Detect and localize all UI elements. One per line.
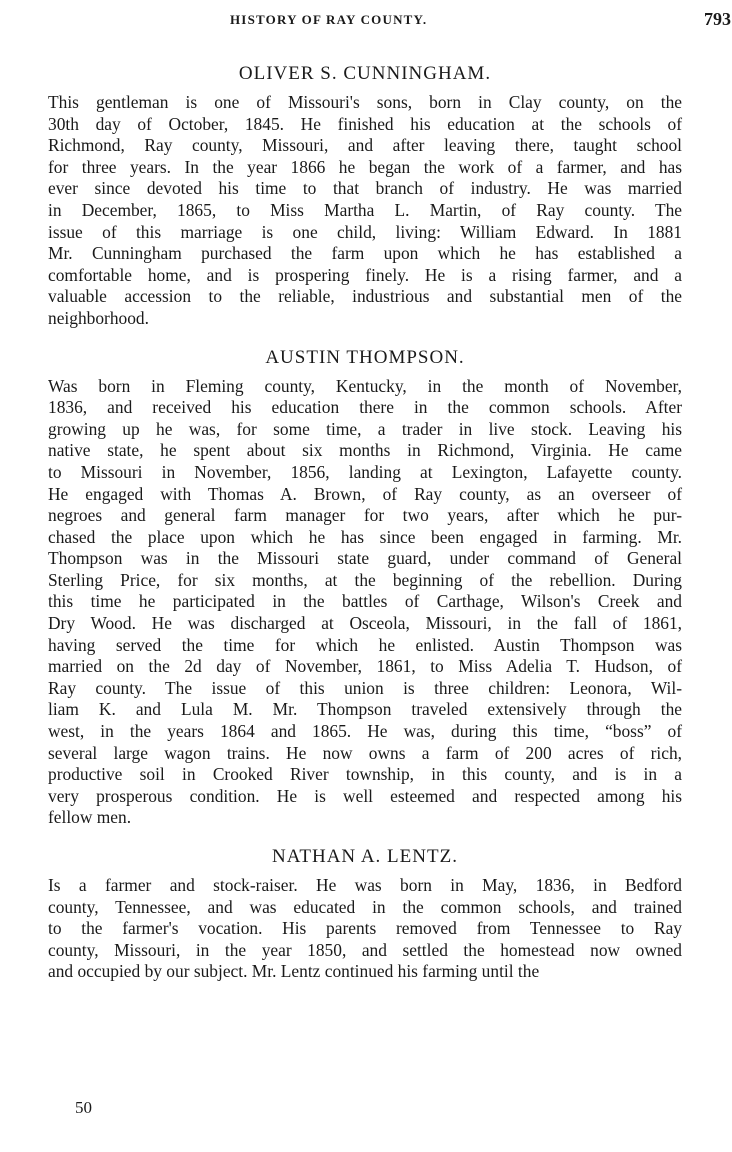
text-line: 1836, and received his education there in the common schools. After: [48, 397, 682, 418]
text-line: neighborhood.: [48, 307, 149, 328]
text-line: This gentleman is one of Missouri's sons, born in Clay county, on the: [48, 92, 682, 112]
text-line: Is a farmer and stock-raiser. He was born in May, 1836, in Bedford: [48, 875, 682, 895]
biography-paragraph: [48, 376, 682, 829]
text-line: chased the place upon which he has since been engaged in farming. Mr.: [48, 526, 682, 547]
text-line: Richmond, Ray county, Missouri, and after leaving there, taught school: [48, 135, 682, 156]
running-head-title: HISTORY OF RAY COUNTY.: [230, 12, 428, 27]
text-line: in December, 1865, to Miss Martha L. Martin, of Ray county. The: [48, 199, 682, 220]
text-line: married on the 2d day of November, 1861, to Miss Adelia T. Hudson, of: [48, 656, 682, 677]
text-line: valuable accession to the reliable, industrious and substantial men of the: [48, 286, 682, 307]
biography-paragraph: [48, 875, 682, 983]
text-line: having served the time for which he enlisted. Austin Thompson was: [48, 634, 682, 655]
text-line: productive soil in Crooked River township, in this county, and is in a: [48, 764, 682, 785]
biography-paragraph: [48, 92, 682, 330]
text-line: this time he participated in the battles of Carthage, Wilson's Creek and: [48, 591, 682, 612]
text-line: native state, he spent about six months in Richmond, Virginia. He came: [48, 440, 682, 461]
page-body: [48, 60, 682, 997]
text-line: Dry Wood. He was discharged at Osceola, Missouri, in the fall of 1861,: [48, 613, 682, 634]
text-line: ever since devoted his time to that branch of industry. He was married: [48, 178, 682, 199]
text-line: very prosperous condition. He is well esteemed and respected among his: [48, 785, 682, 806]
text-line: Thompson was in the Missouri state guard, under command of General: [48, 548, 682, 569]
text-line: several large wagon trains. He now owns a farm of 200 acres of rich,: [48, 742, 682, 763]
text-line: to the farmer's vocation. His parents removed from Tennessee to Ray: [48, 918, 682, 939]
section-heading: OLIVER S. CUNNINGHAM.: [238, 63, 492, 84]
text-line: negroes and general farm manager for two years, after which he pur-: [48, 505, 682, 526]
running-head: [0, 9, 732, 32]
text-line: issue of this marriage is one child, living: William Edward. In 1881: [48, 221, 682, 242]
page-number: 793: [704, 9, 731, 29]
text-line: Sterling Price, for six months, at the beginning of the rebellion. During: [48, 569, 682, 590]
text-line: for three years. In the year 1866 he began the work of a farmer, and has: [48, 156, 682, 177]
text-line: Mr. Cunningham purchased the farm upon which he has established a: [48, 243, 682, 264]
text-line: liam K. and Lula M. Mr. Thompson traveled extensively through the: [48, 699, 682, 720]
signature-mark: 50: [75, 1098, 92, 1117]
text-line: Ray county. The issue of this union is three children: Leonora, Wil-: [48, 677, 682, 698]
text-line: growing up he was, for some time, a trader in live stock. Leaving his: [48, 418, 682, 439]
text-line: to Missouri in November, 1856, landing at Lexington, Lafayette county.: [48, 461, 682, 482]
text-line: and occupied by our subject. Mr. Lentz continued his farming until the: [48, 961, 540, 982]
text-line: fellow men.: [48, 807, 132, 828]
text-line: county, Tennessee, and was educated in the common schools, and trained: [48, 896, 682, 917]
text-line: 30th day of October, 1845. He finished his education at the schools of: [48, 113, 682, 134]
section-heading: AUSTIN THOMPSON.: [265, 346, 465, 368]
text-line: He engaged with Thomas A. Brown, of Ray county, as an overseer of: [48, 483, 682, 504]
section-heading: NATHAN A. LENTZ.: [272, 846, 458, 867]
text-line: Was born in Fleming county, Kentucky, in the month of November,: [48, 375, 682, 396]
text-line: county, Missouri, in the year 1850, and settled the homestead now owned: [48, 939, 682, 960]
text-line: west, in the years 1864 and 1865. He was, during this time, “boss” of: [48, 721, 682, 742]
text-line: comfortable home, and is prospering finely. He is a rising farmer, and a: [48, 264, 682, 285]
